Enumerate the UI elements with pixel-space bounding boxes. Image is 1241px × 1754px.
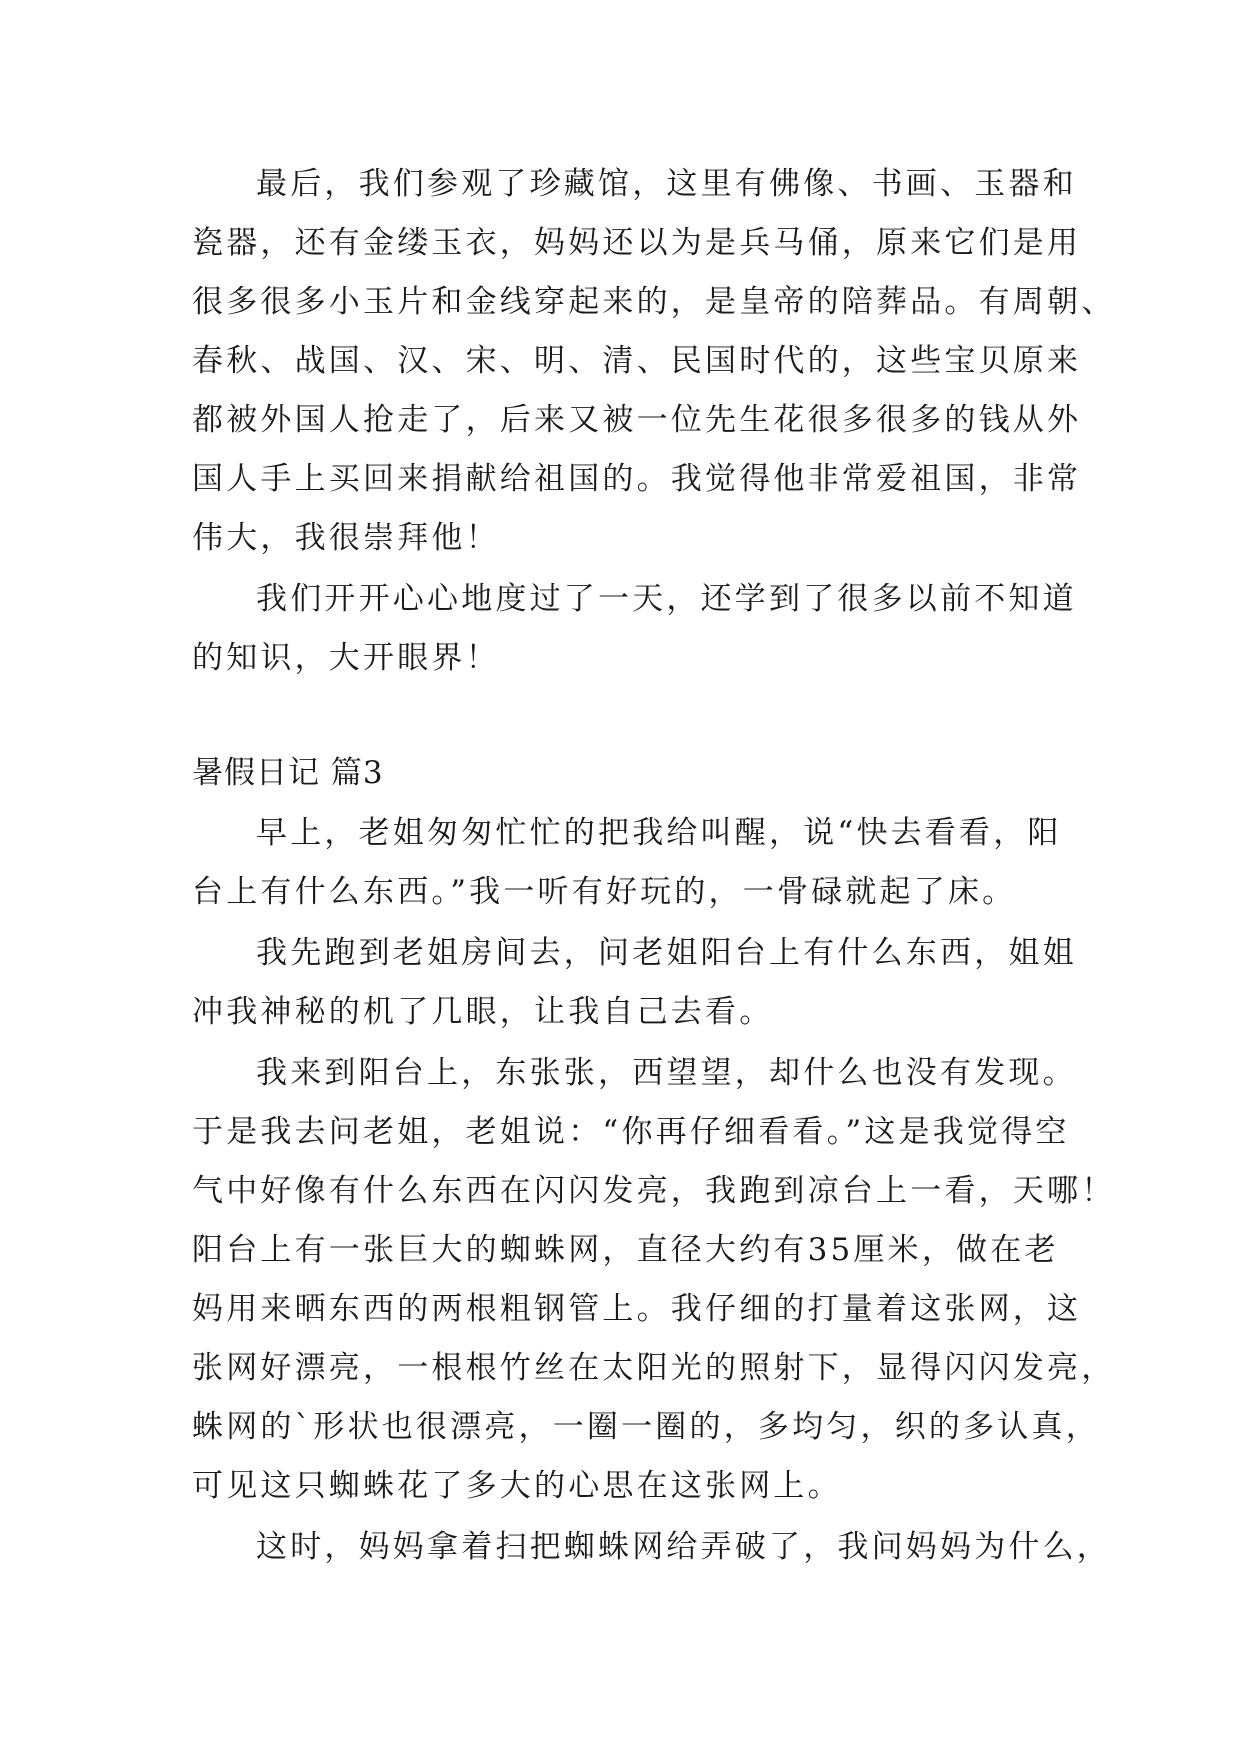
paragraph-line: 气中好像有什么东西在闪闪发亮，我跑到凉台上一看，天哪！ (192, 1173, 1116, 1209)
paragraph-line: 可见这只蜘蛛花了多大的心思在这张网上。 (192, 1468, 842, 1504)
paragraph-line: 这时，妈妈拿着扫把蜘蛛网给弄破了，我问妈妈为什么， (256, 1529, 1111, 1565)
paragraph-line: 国人手上买回来捐献给祖国的。我觉得他非常爱祖国，非常 (192, 461, 1082, 497)
paragraph-line: 我来到阳台上，东张张，西望望，却什么也没有发现。 (256, 1055, 1077, 1091)
paragraph-line: 我先跑到老姐房间去，问老姐阳台上有什么东西，姐姐 (256, 935, 1077, 971)
paragraph-line: 瓷器，还有金缕玉衣，妈妈还以为是兵马俑，原来它们是用 (192, 225, 1082, 261)
paragraph-line: 台上有什么东西。”我一听有好玩的，一骨碌就起了床。 (192, 874, 1017, 910)
paragraph-line: 很多很多小玉片和金线穿起来的，是皇帝的陪葬品。有周朝、 (192, 284, 1116, 320)
paragraph-line: 都被外国人抢走了，后来又被一位先生花很多很多的钱从外 (192, 402, 1082, 438)
paragraph-line: 蛛网的`形状也很漂亮，一圈一圈的，多均匀，织的多认真， (192, 1409, 1100, 1445)
paragraph-line: 最后，我们参观了珍藏馆，这里有佛像、书画、玉器和 (256, 166, 1077, 202)
paragraph-line: 早上，老姐匆匆忙忙的把我给叫醒，说“快去看看，阳 (256, 815, 1062, 851)
paragraph-line: 妈用来晒东西的两根粗钢管上。我仔细的打量着这张网，这 (192, 1291, 1082, 1327)
paragraph-line: 我们开开心心地度过了一天，还学到了很多以前不知道 (256, 581, 1077, 617)
section-title: 暑假日记 篇3 (192, 755, 384, 791)
paragraph-line: 伟大，我很崇拜他！ (192, 520, 500, 556)
paragraph-line: 冲我神秘的机了几眼，让我自己去看。 (192, 994, 774, 1030)
paragraph-line: 阳台上有一张巨大的蜘蛛网，直径大约有35厘米，做在老 (192, 1232, 1059, 1268)
paragraph-line: 春秋、战国、汉、宋、明、清、民国时代的，这些宝贝原来 (192, 343, 1082, 379)
paragraph-line: 张网好漂亮，一根根竹丝在太阳光的照射下，显得闪闪发亮， (192, 1350, 1116, 1386)
paragraph-line: 的知识，大开眼界！ (192, 640, 500, 676)
paragraph-line: 于是我去问老姐，老姐说：“你再仔细看看。”这是我觉得空 (192, 1114, 1070, 1150)
